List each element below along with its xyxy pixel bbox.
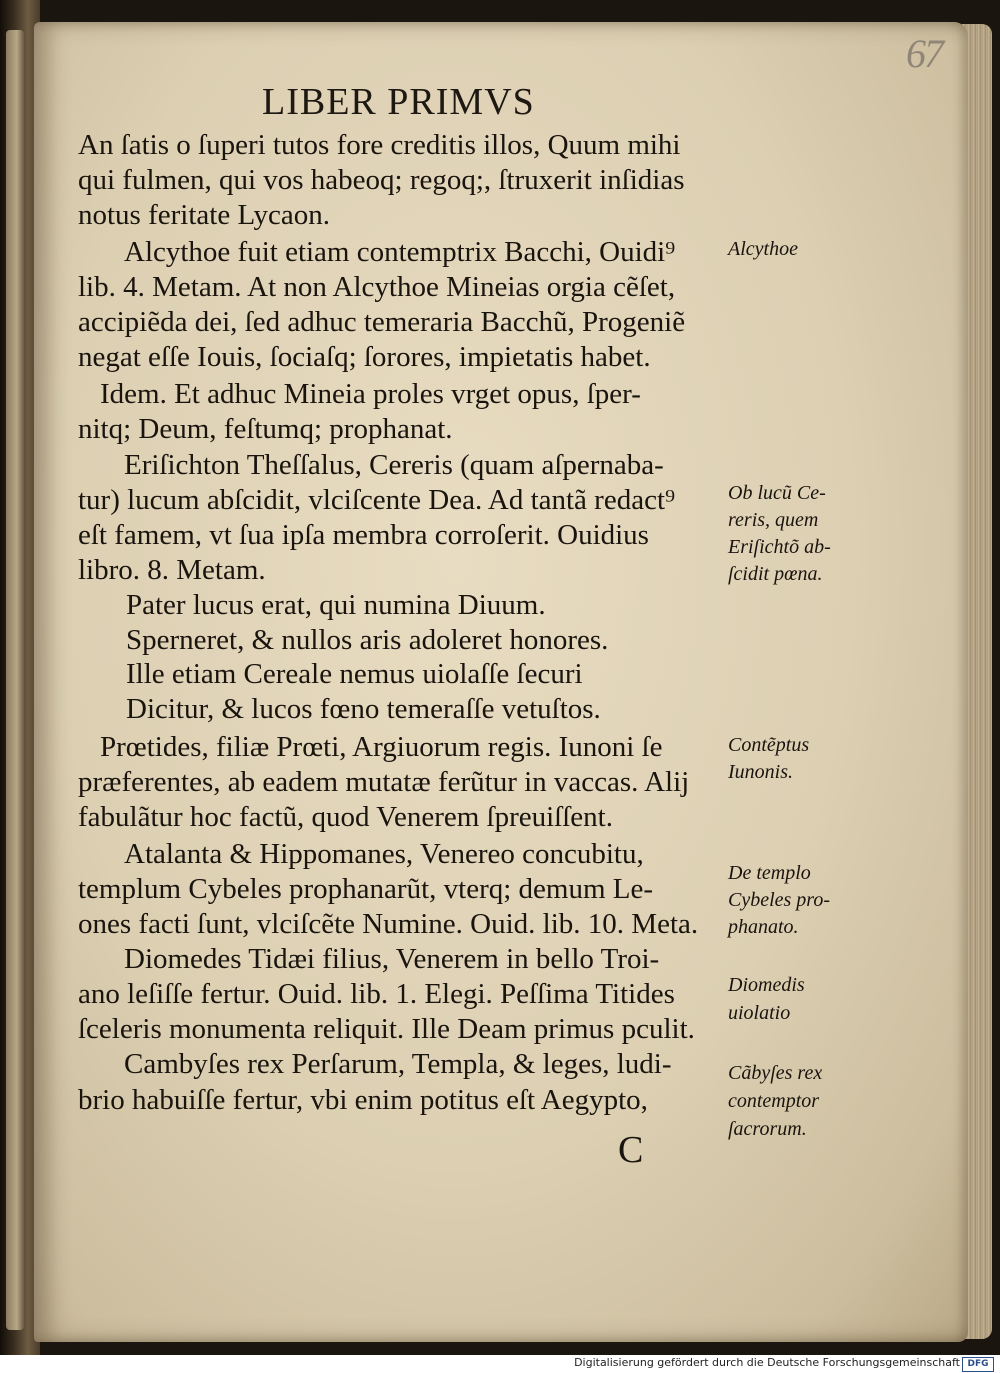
margin-note: uiolatio bbox=[728, 1002, 791, 1024]
verse-line: Pater lucus erat, qui numina Diuum. bbox=[126, 589, 546, 621]
text-line: ones facti ſunt, vlciſcẽte Numine. Ouid. lib. 10. Meta. bbox=[78, 908, 699, 940]
text-line: libro. 8. Metam. bbox=[78, 554, 266, 586]
text-line: brio habuiſſe fertur, vbi enim potitus eſt Aegypto, bbox=[78, 1084, 648, 1116]
margin-note: Eriſichtõ ab- bbox=[728, 536, 831, 558]
margin-note: ſacrorum. bbox=[728, 1118, 807, 1140]
folio-number: 67 bbox=[906, 31, 942, 76]
margin-note: Ob lucũ Ce- bbox=[728, 482, 826, 504]
margin-note: Iunonis. bbox=[728, 761, 793, 783]
text-line: Atalanta & Hippomanes, Venereo concubitu, bbox=[124, 838, 644, 870]
text-line: lib. 4. Metam. At non Alcythoe Mineias orgia cẽſet, bbox=[78, 271, 676, 303]
margin-note: ſcidit pœna. bbox=[728, 563, 823, 585]
verse-line: Ille etiam Cereale nemus uiolaſſe ſecuri bbox=[126, 658, 583, 690]
text-line: Alcythoe fuit etiam contemptrix Bacchi, Ouidi⁹ bbox=[124, 236, 676, 268]
text-line: Idem. Et adhuc Mineia proles vrget opus, ſper- bbox=[100, 378, 641, 410]
text-line: fabulãtur hoc factũ, quod Venerem ſpreuiſſent. bbox=[78, 801, 613, 833]
digitization-footer bbox=[0, 1355, 1000, 1373]
margin-note: Contẽptus bbox=[728, 734, 810, 756]
margin-note: Alcythoe bbox=[728, 238, 798, 260]
margin-note: Cybeles pro- bbox=[728, 889, 831, 911]
dfg-logo: DFG bbox=[962, 1357, 994, 1372]
verse-line: Dicitur, & lucos fœno temeraſſe vetuſtos. bbox=[126, 693, 601, 725]
funding-credit: Digitalisierung gefördert durch die Deutsche Forschungsgemeinschaft bbox=[574, 1356, 960, 1369]
text-line: ano leſiſſe fertur. Ouid. lib. 1. Elegi. Peſſima Titides bbox=[78, 978, 675, 1010]
text-line: notus feritate Lycaon. bbox=[78, 199, 331, 231]
text-line: nitq; Deum, feſtumq; prophanat. bbox=[78, 413, 453, 445]
text-line: eſt famem, vt ſua ipſa membra corroſerit. Ouidius bbox=[78, 519, 649, 551]
text-line: præferentes, ab eadem mutatæ ferũtur in vaccas. Alij bbox=[78, 766, 690, 798]
text-line: accipiẽda dei, ſed adhuc temeraria Bacchũ, Progeniẽ bbox=[78, 306, 686, 338]
margin-note: contemptor bbox=[728, 1090, 820, 1112]
running-head: LIBER PRIMVS bbox=[262, 81, 535, 123]
text-line: qui fulmen, qui vos habeoq; regoq;, ſtruxerit inſidias bbox=[78, 164, 685, 196]
text-line: ſceleris monumenta reliquit. Ille Deam primus pculit. bbox=[78, 1013, 695, 1045]
signature-mark: C bbox=[618, 1129, 644, 1171]
text-line: Cambyſes rex Perſarum, Templa, & leges, ludi- bbox=[124, 1048, 672, 1080]
margin-note: phanato. bbox=[728, 916, 799, 938]
text-line: Eriſichton Theſſalus, Cereris (quam aſpernaba- bbox=[124, 449, 664, 481]
text-line: An ſatis o ſuperi tutos fore creditis illos, Quum mihi bbox=[78, 129, 681, 161]
margin-note: De templo bbox=[728, 862, 811, 884]
margin-note: Cãbyſes rex bbox=[728, 1062, 823, 1084]
text-line: negat eſſe Iouis, ſociaſq; ſorores, impietatis habet. bbox=[78, 341, 651, 373]
margin-note: reris, quem bbox=[728, 509, 819, 531]
verse-line: Sperneret, & nullos aris adoleret honores. bbox=[126, 624, 609, 656]
facing-page-edge bbox=[6, 30, 24, 1330]
text-line: tur) lucum abſcidit, vlciſcente Dea. Ad tantã redact⁹ bbox=[78, 484, 676, 516]
text-line: Prœtides, filiæ Prœti, Argiuorum regis. Iunoni ſe bbox=[100, 731, 663, 763]
margin-note: Diomedis bbox=[728, 974, 805, 996]
text-line: templum Cybeles prophanarũt, vterq; demum Le- bbox=[78, 873, 654, 905]
text-line: Diomedes Tidæi filius, Venerem in bello Troi- bbox=[124, 943, 660, 975]
